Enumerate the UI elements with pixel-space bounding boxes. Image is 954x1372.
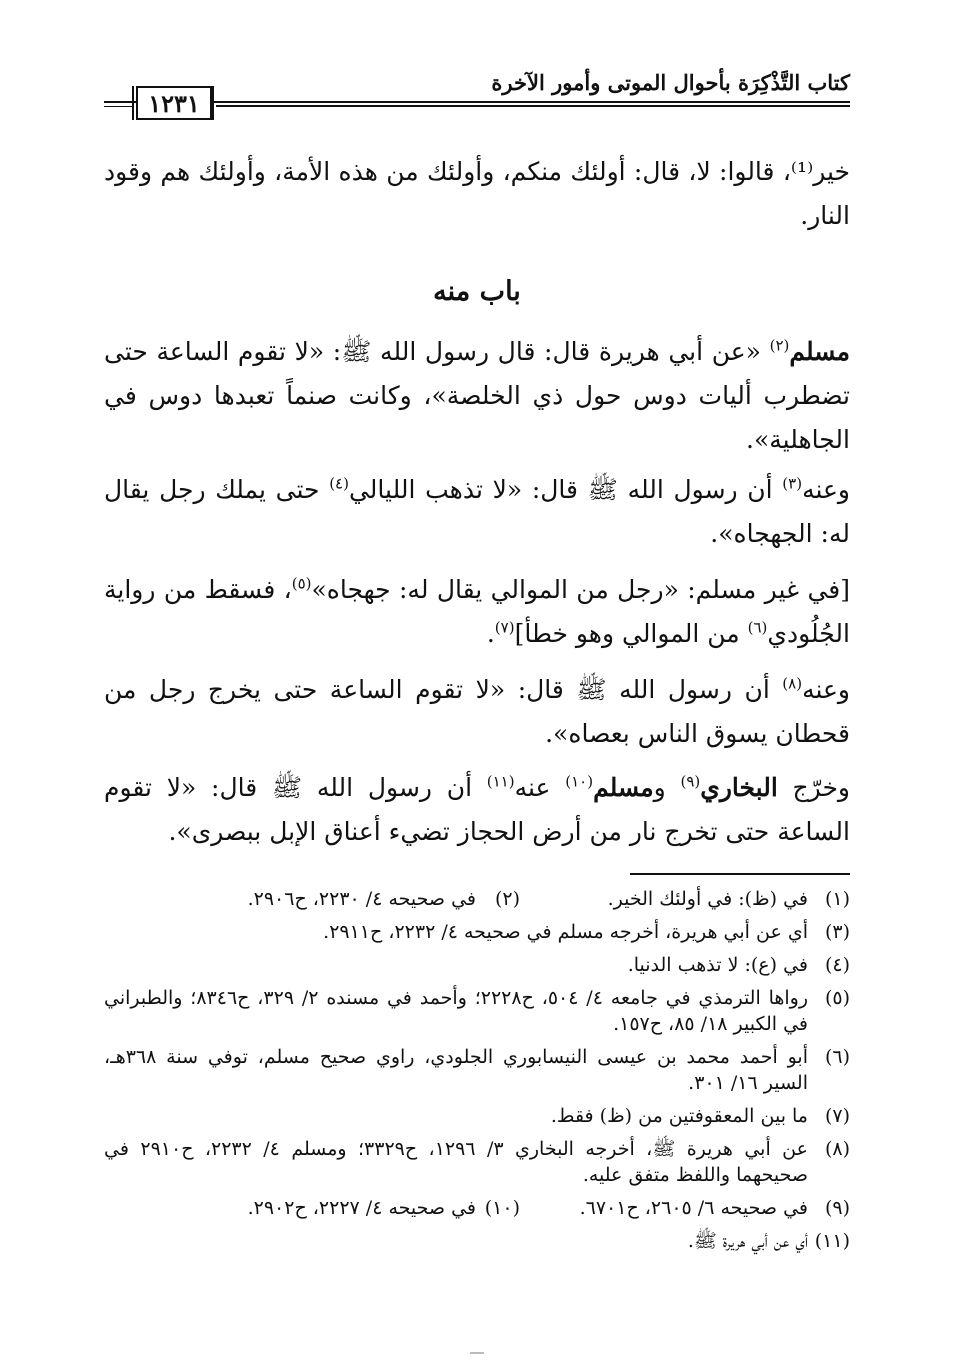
footnote-number: (١١): [814, 1230, 850, 1252]
footnote-6: [104, 1044, 850, 1096]
footnote-8: [104, 1136, 850, 1188]
source-muslim: مسلم: [593, 773, 654, 802]
text-segment: .: [486, 619, 495, 648]
footnote-2: [248, 886, 520, 912]
header-rule-thin: [216, 105, 850, 107]
footnote-4: [104, 952, 850, 978]
footnote-pair-9-10: [104, 1195, 850, 1221]
text-segment: عنه: [514, 773, 566, 802]
footnote-9: [520, 1195, 850, 1221]
source-muslim: مسلم: [789, 337, 850, 366]
footnote-text: أي عن أبي هريرة ﷺ.: [687, 1230, 808, 1252]
source-bukhari: البخاري: [700, 773, 778, 802]
paragraph-3: [104, 468, 850, 556]
footnote-7: [104, 1103, 850, 1129]
hadith-text: «عن أبي هريرة قال: قال رسول الله ﷺ: «لا تقوم الساعة حتى تضطرب أليات دوس حول ذي الخلصة»، وكانت صنماً تعبدها دوس في الجاهلية».: [104, 337, 850, 454]
footnote-text: في صحيحه ٤/ ٢٢٣٠، ح٢٩٠٦.: [247, 888, 476, 910]
footnote-10: [248, 1195, 520, 1221]
footnote-text: أي عن أبي هريرة، أخرجه مسلم في صحيحه ٤/ ٢٢٣٢، ح٢٩١١.: [323, 921, 808, 943]
text-segment: أن رسول الله ﷺ قال: «لا تذهب الليالي: [348, 475, 783, 504]
footnote-number: (٦): [824, 1046, 850, 1068]
footnote-text: عن أبي هريرة ﷺ، أخرجه البخاري ٣/ ١٢٩٦، ح٣٣٢٩؛ ومسلم ٤/ ٢٢٣٢، ح٢٩١٠ في صحيحهما واللفظ متفق عليه.: [104, 1138, 808, 1186]
text-segment: وعنه: [802, 675, 850, 704]
footnote-number: (٩): [824, 1197, 850, 1219]
paragraph-6: [104, 766, 850, 854]
text-segment: حتى يملك رجل يقال له: الجهجاه».: [104, 475, 850, 548]
section-heading: باب منه: [433, 276, 521, 307]
footnote-ref[interactable]: (٦): [747, 618, 768, 637]
text-segment: ، فسقط من رواية الجُلُودي: [104, 575, 850, 648]
footnotes: [104, 886, 850, 1261]
paragraph-4: [104, 568, 850, 656]
footnote-number: (١٠): [484, 1197, 520, 1219]
footnote-number: (٧): [824, 1105, 850, 1127]
paragraph-1-text: خير⁽¹⁾، قالوا: لا، قال: أولئك منكم، وأولئك من هذه الأمة، وأولئك هم وقود النار.: [104, 157, 850, 230]
footnote-5: [104, 985, 850, 1037]
running-header-title: كتاب التَّذْكِرَة بأحوال الموتى وأمور الآخرة: [491, 70, 850, 95]
footnote-number: (١): [824, 888, 850, 910]
footnote-ref[interactable]: (٣): [782, 474, 803, 493]
header-rule-left: [104, 101, 132, 107]
footnote-number: (٢): [494, 888, 520, 910]
footnote-ref[interactable]: (١١): [486, 772, 515, 791]
footnote-ref[interactable]: (٨): [782, 674, 803, 693]
text-segment: [في غير مسلم: «رجل من الموالي يقال له: جهجاه»: [311, 575, 850, 604]
footnote-pair-1-2: [104, 886, 850, 912]
footnote-text: رواها الترمذي في جامعه ٤/ ٥٠٤، ح٢٢٢٨؛ وأحمد في مسنده ٢/ ٣٢٩، ح٨٣٤٦؛ والطبراني في الكبير ١٨/ ٨٥، ح١٥٧.: [104, 987, 809, 1035]
footnote-11: [104, 1228, 850, 1254]
footnote-number: (٣): [824, 921, 850, 943]
text-segment: وعنه: [802, 475, 850, 504]
text-segment: و: [653, 773, 681, 802]
footnote-text: في (ظ): في أولئك الخير.: [607, 888, 808, 910]
paragraph-1: [104, 150, 850, 238]
text-segment: من الموالي وهو خطأ]: [514, 619, 748, 648]
footnote-number: (٥): [824, 987, 850, 1009]
footnote-3: [104, 919, 850, 945]
text-segment: أن رسول الله ﷺ قال: «لا تقوم الساعة حتى يخرج رجل من قحطان يسوق الناس بعصاه».: [104, 675, 850, 748]
footnote-number: (٤): [824, 954, 850, 976]
footnote-ref[interactable]: (٤): [329, 474, 349, 493]
footnote-ref[interactable]: (٥): [291, 574, 312, 593]
paragraph-2: [104, 330, 850, 462]
footnote-separator: [630, 873, 850, 875]
footnote-ref[interactable]: (١٠): [565, 772, 594, 791]
text-segment: أن رسول الله ﷺ قال: «لا تقوم الساعة حتى تخرج نار من أرض الحجاز تضيء أعناق الإبل ببصرى».: [104, 773, 850, 846]
footnote-ref[interactable]: (٧): [494, 618, 515, 637]
text-segment: وخرّج: [777, 773, 850, 802]
footnote-ref[interactable]: (٩): [680, 772, 701, 791]
footnote-text: في صحيحه ٦/ ٢٦٠٥، ح٦٧٠١.: [579, 1197, 808, 1219]
footnote-text: في (ع): لا تذهب الدنيا.: [627, 954, 808, 976]
footnote-ref[interactable]: (٢): [769, 336, 790, 355]
footnote-text: في صحيحه ٤/ ٢٢٢٧، ح٢٩٠٢.: [247, 1197, 476, 1219]
paragraph-5: [104, 668, 850, 756]
footnote-text: أبو أحمد محمد بن عيسى النيسابوري الجلودي، راوي صحيح مسلم، توفي سنة ٣٦٨هـ، السير ١٦/ ٣٠١.: [104, 1046, 808, 1094]
page-number: ١٢٣١: [136, 86, 212, 120]
footnote-text: ما بين المعقوفتين من (ظ) فقط.: [550, 1105, 808, 1127]
footnote-number: (٨): [824, 1138, 850, 1160]
footnote-1: [520, 886, 850, 912]
page-bottom-mark: [470, 1352, 484, 1354]
